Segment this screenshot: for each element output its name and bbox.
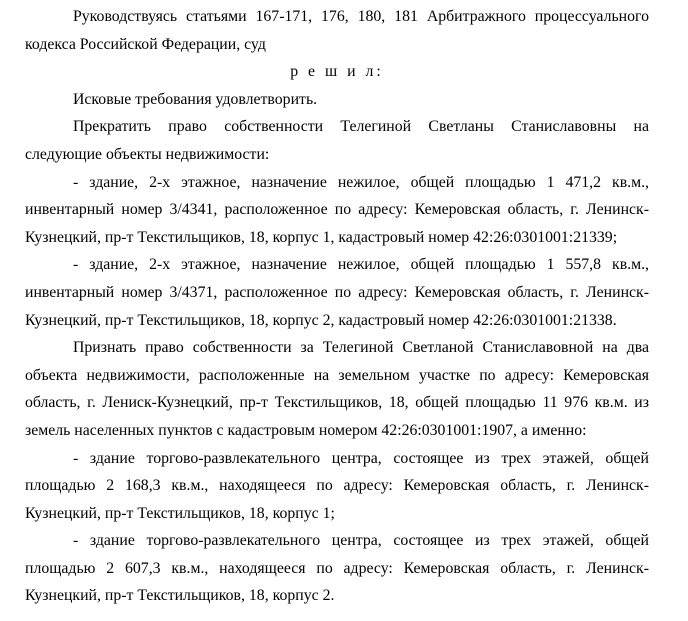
- paragraph-legal-basis: Руководствуясь статьями 167-171, 176, 180, 181 Арбитражного процессуального кодекса Российской Федерации, суд: [25, 8, 649, 53]
- paragraph-mall-building-1: - здание торгово-развлекательного центра, состоящее из трех этажей, общей площадью 2 168,3 кв.м., находящееся по адресу: Кемеровская область, г. Ленинск-Кузнецкий, пр-т Текстильщиков, 18, корпус 1;: [25, 449, 649, 522]
- document-body: [25, 3, 649, 610]
- paragraph-building-1: - здание, 2-х этажное, назначение нежилое, общей площадью 1 471,2 кв.м., инвентарный номер 3/4341, расположенное по адресу: Кемеровская область, г. Ленинск-Кузнецкий, пр-т Текстильщиков, 18, корпус 1, кадастровый номер 42:26:0301001:21339;: [25, 173, 649, 246]
- paragraph-claims-granted: Исковые требования удовлетворить.: [73, 90, 318, 108]
- decision-heading: р е ш и л:: [290, 63, 384, 81]
- paragraph-building-2: - здание, 2-х этажное, назначение нежилое, общей площадью 1 557,8 кв.м., инвентарный номер 3/4371, расположенное по адресу: Кемеровская область, г. Ленинск-Кузнецкий, пр-т Текстильщиков, 18, корпус 2, кадастровый номер 42:26:0301001:21338.: [25, 256, 649, 329]
- paragraph-mall-building-2: - здание торгово-развлекательного центра, состоящее из трех этажей, общей площадью 2 607,3 кв.м., находящееся по адресу: Кемеровская область, г. Ленинск-Кузнецкий, пр-т Текстильщиков, 18, корпус 2.: [25, 532, 649, 605]
- paragraph-recognize-ownership: Признать право собственности за Телегиной Светланой Станиславовной на два объекта недвижимости, расположенные на земельном участке по адресу: Кемеровская область, г. Лениск-Кузнецкий, пр-т Текстильщиков, 18, общей площадью 11 976 кв.м. из земель населенных пунктов с кадастровым номером 42:26:0301001:1907, а именно:: [25, 339, 649, 439]
- paragraph-terminate-ownership: Прекратить право собственности Телегиной Светланы Станиславовны на следующие объекты недвижимости:: [25, 118, 649, 163]
